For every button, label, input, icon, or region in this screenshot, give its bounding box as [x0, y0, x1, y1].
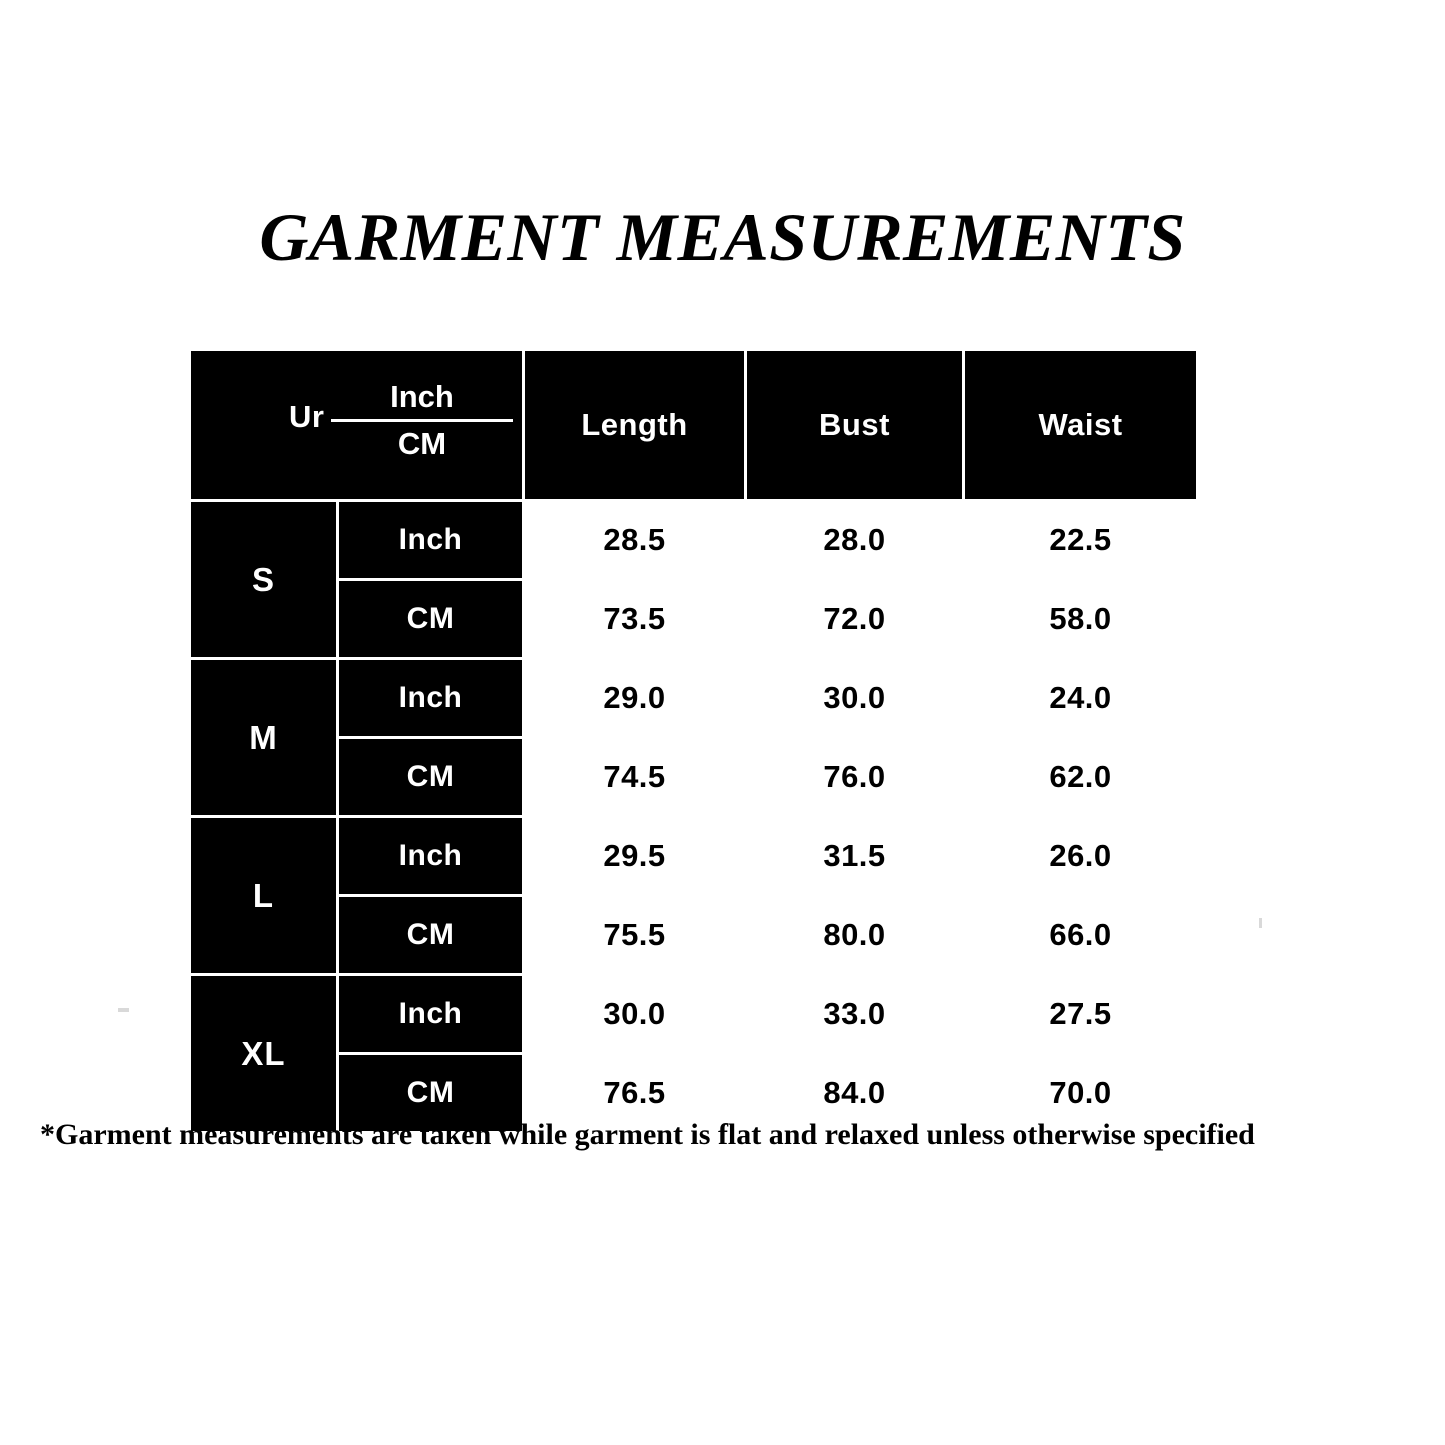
- speck-artifact: [1259, 918, 1262, 928]
- cell-waist: 62.0: [964, 738, 1198, 817]
- header-bust: Bust: [746, 350, 964, 501]
- cell-length: 74.5: [524, 738, 746, 817]
- header-unit-inch-label: Inch: [390, 379, 454, 414]
- cell-waist: 24.0: [964, 659, 1198, 738]
- cell-waist: 26.0: [964, 817, 1198, 896]
- cell-bust: 31.5: [746, 817, 964, 896]
- size-label-l: L: [190, 817, 338, 975]
- cell-waist: 58.0: [964, 580, 1198, 659]
- header-unit-divider: [331, 419, 513, 422]
- header-length: Length: [524, 350, 746, 501]
- cell-length: 76.5: [524, 1054, 746, 1133]
- size-label-s: S: [190, 501, 338, 659]
- table-row: [190, 580, 1198, 659]
- cell-length: 30.0: [524, 975, 746, 1054]
- header-unit-prefix-label: Ur: [289, 399, 325, 434]
- table-row: [190, 975, 1198, 1054]
- cell-bust: 72.0: [746, 580, 964, 659]
- table-row: [190, 896, 1198, 975]
- unit-label: Inch: [338, 659, 524, 738]
- speck-artifact: [118, 1008, 129, 1012]
- page-title: GARMENT MEASUREMENTS: [259, 199, 1186, 275]
- unit-label: Inch: [338, 817, 524, 896]
- size-label-xl: XL: [190, 975, 338, 1133]
- cell-bust: 76.0: [746, 738, 964, 817]
- header-unit-cell: [190, 350, 524, 501]
- cell-waist: 27.5: [964, 975, 1198, 1054]
- unit-label: CM: [338, 896, 524, 975]
- table-row: [190, 501, 1198, 580]
- cell-length: 73.5: [524, 580, 746, 659]
- header-unit-fraction: [331, 377, 513, 464]
- unit-label: CM: [338, 1054, 524, 1133]
- cell-bust: 28.0: [746, 501, 964, 580]
- header-waist: Waist: [964, 350, 1198, 501]
- table-row: [190, 659, 1198, 738]
- cell-bust: 80.0: [746, 896, 964, 975]
- cell-length: 28.5: [524, 501, 746, 580]
- table-header-row: [190, 350, 1198, 501]
- cell-waist: 66.0: [964, 896, 1198, 975]
- cell-length: 29.5: [524, 817, 746, 896]
- measurements-table-container: [188, 348, 1196, 1134]
- cell-bust: 33.0: [746, 975, 964, 1054]
- footnote-text: *Garment measurements are taken while garment is flat and relaxed unless otherwise specified: [40, 1118, 1255, 1151]
- cell-length: 75.5: [524, 896, 746, 975]
- table-row: [190, 738, 1198, 817]
- cell-length: 29.0: [524, 659, 746, 738]
- unit-label: Inch: [338, 975, 524, 1054]
- unit-label: Inch: [338, 501, 524, 580]
- cell-waist: 70.0: [964, 1054, 1198, 1133]
- table-row: [190, 817, 1198, 896]
- measurements-table: [188, 348, 1199, 1134]
- cell-waist: 22.5: [964, 501, 1198, 580]
- cell-bust: 30.0: [746, 659, 964, 738]
- size-label-m: M: [190, 659, 338, 817]
- unit-label: CM: [338, 580, 524, 659]
- unit-label: CM: [338, 738, 524, 817]
- header-unit-cm-label: CM: [397, 426, 447, 461]
- cell-bust: 84.0: [746, 1054, 964, 1133]
